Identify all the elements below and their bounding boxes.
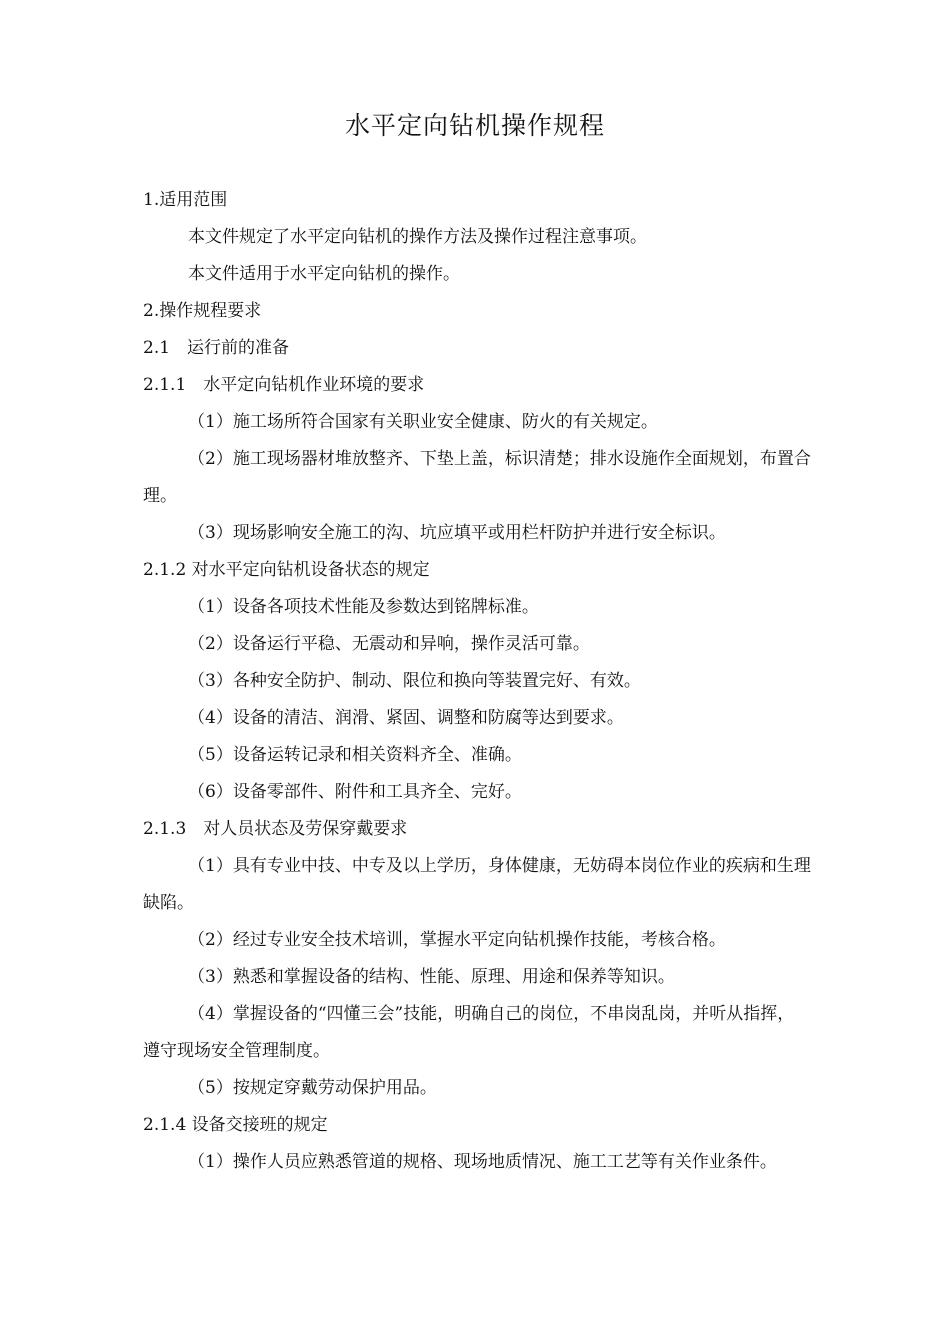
list-item: （1）操作人员应熟悉管道的规格、现场地质情况、施工工艺等有关作业条件。 [188,1152,777,1172]
paragraph: 本文件规定了水平定向钻机的操作方法及操作过程注意事项。 [188,227,647,247]
list-item: （1）具有专业中技、中专及以上学历，身体健康，无妨碍本岗位作业的疾病和生理缺陷。 [143,856,811,913]
list-item: （4）掌握设备的“四懂三会”技能，明确自己的岗位，不串岗乱岗，并听从指挥，遵守现场安全管理制度。 [143,1004,795,1061]
paragraph: 本文件适用于水平定向钻机的操作。 [188,264,460,284]
list-item: （3）现场影响安全施工的沟、坑应填平或用栏杆防护并进行安全标识。 [188,523,726,543]
list-item: （5）按规定穿戴劳动保护用品。 [188,1078,437,1098]
list-item: （4）设备的清洁、润滑、紧固、调整和防腐等达到要求。 [188,708,624,728]
list-item: （2）经过专业安全技术培训，掌握水平定向钻机操作技能，考核合格。 [188,930,726,950]
section-heading: 1.适用范围 [143,190,228,210]
list-item: （2）设备运行平稳、无震动和异响，操作灵活可靠。 [188,634,590,654]
section-heading: 2.操作规程要求 [143,301,262,321]
list-item: （1）设备各项技术性能及参数达到铭牌标准。 [188,597,539,617]
list-item: （1）施工场所符合国家有关职业安全健康、防火的有关规定。 [188,412,658,432]
list-item: （3）各种安全防护、制动、限位和换向等装置完好、有效。 [188,671,641,691]
subsection-heading: 2.1.1 水平定向钻机作业环境的要求 [143,375,425,395]
subsection-heading: 2.1.2 对水平定向钻机设备状态的规定 [143,560,430,580]
subsection-heading: 2.1.3 对人员状态及劳保穿戴要求 [143,819,408,839]
list-item: （5）设备运转记录和相关资料齐全、准确。 [188,745,522,765]
list-item: （6）设备零部件、附件和工具齐全、完好。 [188,782,522,802]
subsection-heading: 2.1 运行前的准备 [143,338,290,358]
list-item: （2）施工现场器材堆放整齐、下垫上盖，标识清楚；排水设施作全面规划，布置合理。 [143,449,811,506]
list-item: （3）熟悉和掌握设备的结构、性能、原理、用途和保养等知识。 [188,967,675,987]
document-body [143,182,811,1181]
page-title: 水平定向钻机操作规程 [344,111,605,140]
subsection-heading: 2.1.4 设备交接班的规定 [143,1115,328,1135]
